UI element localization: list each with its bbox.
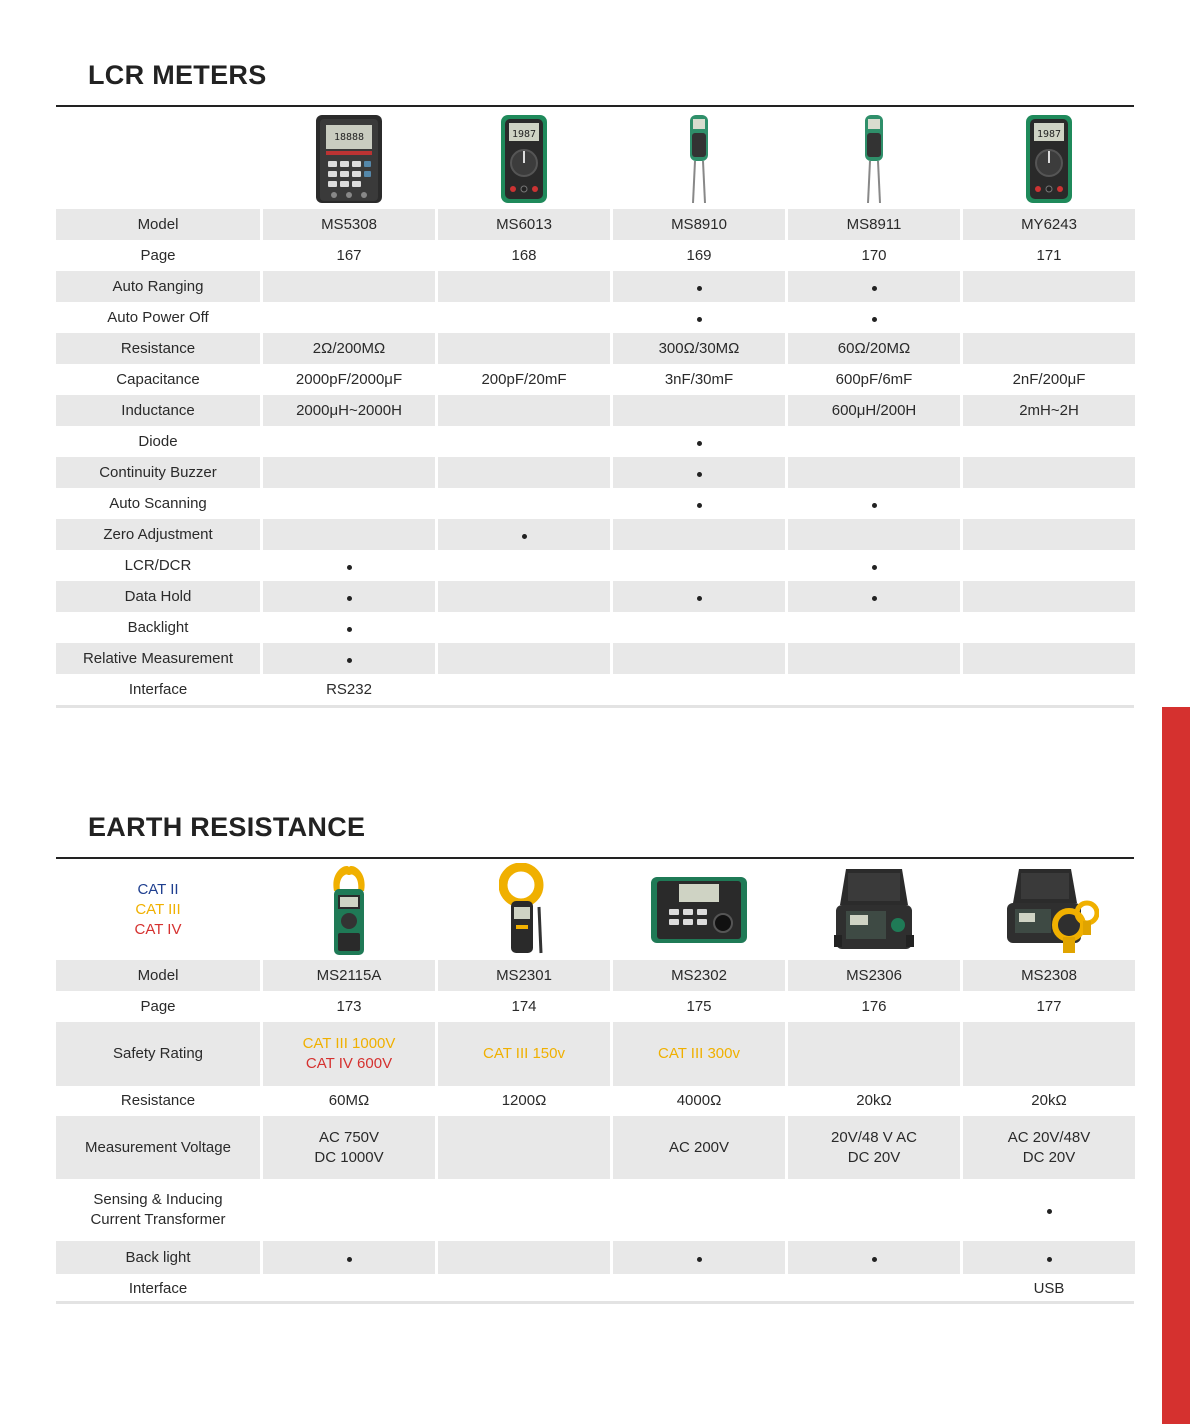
lcr-interface-cell: [963, 674, 1135, 705]
cell-line: CAT IV 600V: [305, 1055, 393, 1072]
lcr-capacitance-cell: 200pF/20mF: [481, 370, 567, 388]
chapter-side-tab: [1162, 707, 1190, 1424]
earth-sensing-cell: [263, 1179, 435, 1241]
legend-cat-ii: CAT II: [137, 881, 179, 898]
lcr-row-backlight: [56, 612, 1135, 643]
earth-interface-cell: [613, 1274, 785, 1303]
cell-line: AC 200V: [668, 1138, 730, 1156]
lcr-zero-adjustment-cell: [788, 519, 960, 550]
lcr-auto-ranging-cell: [613, 271, 785, 302]
earth-top-rule: [56, 857, 1134, 859]
earth-row-resistance: [56, 1086, 1135, 1116]
product-image: [963, 109, 1135, 209]
product-image: [963, 860, 1135, 960]
row-label: Zero Adjustment: [56, 519, 260, 550]
row-label: Inductance: [56, 395, 260, 426]
earth-sensing-cell: [963, 1179, 1135, 1241]
earth-resistance-cell: 1200Ω: [501, 1092, 547, 1109]
feature-dot: [697, 441, 702, 446]
row-label: Data Hold: [56, 581, 260, 612]
lcr-data-hold-cell: [438, 581, 610, 612]
lcr-relative-measurement-cell: [963, 643, 1135, 674]
lcr-data-hold-cell: [613, 581, 785, 612]
lcr-capacitance-cell: 3nF/30mF: [664, 370, 734, 388]
lcr-resistance-cell: [963, 333, 1135, 364]
feature-dot: [347, 596, 352, 601]
row-label: Auto Power Off: [107, 308, 209, 326]
lcr-auto-power-off-cell: [788, 302, 960, 333]
lcr-data-hold-cell: [788, 581, 960, 612]
earth-interface-cell: USB: [1033, 1279, 1065, 1297]
lcr-auto-power-off-cell: [438, 302, 610, 333]
earth-page-cell: 174: [511, 997, 537, 1015]
earth-row-model: [56, 960, 1135, 991]
lcr-diode-cell: [263, 426, 435, 457]
lcr-lcr-dcr-cell: [788, 550, 960, 581]
earth-safety-rating-cell: [613, 1022, 785, 1086]
earth-page-cell: 177: [1036, 997, 1062, 1015]
lcr-page-cell: 169: [686, 246, 712, 264]
earth-interface-cell: [438, 1274, 610, 1303]
earth-resistance-tester-icon: [613, 873, 785, 947]
earth-sensing-cell: [788, 1179, 960, 1241]
lcr-page-cell: 170: [861, 246, 887, 264]
row-label: Auto Scanning: [109, 494, 207, 512]
row-label: Safety Rating: [56, 1022, 260, 1086]
lcr-data-hold-cell: [963, 581, 1135, 612]
svg-text:1987: 1987: [1036, 129, 1062, 140]
feature-dot: [347, 565, 352, 570]
lcr-auto-ranging-cell: [788, 271, 960, 302]
row-label: Measurement Voltage: [56, 1116, 260, 1179]
lcr-spec-table: [53, 109, 1138, 705]
earth-back-light-cell: [963, 1241, 1135, 1274]
earth-interface-cell: [263, 1274, 435, 1303]
feature-dot: [697, 503, 702, 508]
feature-dot: [1047, 1209, 1052, 1214]
lcr-auto-power-off-cell: [963, 302, 1135, 333]
product-image: [788, 860, 960, 960]
earth-section-title: EARTH RESISTANCE: [88, 812, 366, 842]
lcr-page-cell: 171: [1036, 246, 1062, 264]
lcr-relative-measurement-cell: [263, 643, 435, 674]
feature-dot: [697, 317, 702, 322]
lcr-interface-cell: [788, 674, 960, 705]
row-label: Model: [56, 960, 260, 991]
product-image: [613, 109, 785, 209]
smd-tweezer-meter-icon: [788, 113, 960, 205]
cell-line: AC 750V: [318, 1128, 380, 1146]
row-label: Capacitance: [116, 370, 200, 388]
product-image: [263, 860, 435, 960]
product-image: [263, 109, 435, 209]
earth-back-light-cell: [613, 1241, 785, 1274]
lcr-zero-adjustment-cell: [263, 519, 435, 550]
lcr-inductance-cell: [438, 395, 610, 426]
handheld-green-meter-icon: [963, 113, 1135, 205]
feature-dot: [347, 1257, 352, 1262]
lcr-page-cell: 168: [511, 246, 537, 264]
feature-dot: [697, 472, 702, 477]
lcr-model-cell: MS8910: [613, 209, 785, 240]
earth-row-page: [56, 991, 1135, 1022]
lcr-section-title: LCR METERS: [88, 60, 267, 90]
blank-cell: [56, 109, 260, 209]
row-label: [56, 1179, 260, 1241]
lcr-capacitance-cell: 2000pF/2000μF: [295, 370, 403, 388]
lcr-row-data-hold: [56, 581, 1135, 612]
earth-back-light-cell: [263, 1241, 435, 1274]
lcr-auto-scanning-cell: [263, 488, 435, 519]
row-label: Relative Measurement: [56, 643, 260, 674]
product-image: [613, 860, 785, 960]
lcr-auto-scanning-cell: [788, 488, 960, 519]
lcr-backlight-cell: [788, 612, 960, 643]
lcr-capacitance-cell: 600pF/6mF: [835, 370, 913, 388]
feature-dot: [872, 1257, 877, 1262]
cell-line: DC 1000V: [314, 1148, 384, 1166]
lcr-model-cell: MY6243: [963, 209, 1135, 240]
lcr-capacitance-cell: 2nF/200μF: [1012, 370, 1086, 388]
lcr-interface-cell: [613, 674, 785, 705]
lcr-auto-ranging-cell: [263, 271, 435, 302]
cell-line: AC 20V/48V: [1007, 1128, 1091, 1146]
lcr-continuity-buzzer-cell: [613, 457, 785, 488]
feature-dot: [522, 534, 527, 539]
earth-model-cell: MS2301: [438, 960, 610, 991]
cell-line: CAT III 1000V: [302, 1035, 396, 1052]
handheld-green-meter-icon: [438, 113, 610, 205]
feature-dot: [872, 596, 877, 601]
legend-cat-iii: CAT III: [135, 901, 181, 918]
lcr-top-rule: [56, 105, 1134, 107]
feature-dot: [697, 596, 702, 601]
cell-line: 20V/48 V AC: [831, 1128, 917, 1146]
lcr-model-cell: MS8911: [788, 209, 960, 240]
lcr-lcr-dcr-cell: [438, 550, 610, 581]
feature-dot: [872, 286, 877, 291]
lcr-row-zero-adjustment: [56, 519, 1135, 550]
smd-tweezer-meter-icon: [613, 113, 785, 205]
earth-row-back-light: [56, 1241, 1135, 1274]
feature-dot: [872, 503, 877, 508]
lcr-image-row: [56, 109, 1135, 209]
cat-legend: [56, 860, 260, 960]
lcr-inductance-cell: 2mH~2H: [963, 395, 1135, 426]
earth-model-cell: MS2302: [613, 960, 785, 991]
feature-dot: [347, 627, 352, 632]
lcr-resistance-cell: 2Ω/200MΩ: [263, 333, 435, 364]
lcr-inductance-cell: [613, 395, 785, 426]
row-label: Back light: [56, 1241, 260, 1274]
lcr-model-cell: MS5308: [263, 209, 435, 240]
feature-dot: [347, 658, 352, 663]
earth-resistance-cell: 4000Ω: [676, 1092, 722, 1109]
earth-resistance-cell: 60MΩ: [328, 1092, 370, 1109]
lcr-row-capacitance: [56, 364, 1135, 395]
lcr-continuity-buzzer-cell: [963, 457, 1135, 488]
lcr-lcr-dcr-cell: [263, 550, 435, 581]
lcr-row-page: [56, 240, 1135, 271]
legend-cat-iv: CAT IV: [134, 921, 182, 938]
earth-row-interface: [56, 1274, 1135, 1303]
earth-interface-cell: [788, 1274, 960, 1303]
cell-line: DC 20V: [847, 1148, 901, 1166]
lcr-relative-measurement-cell: [613, 643, 785, 674]
earth-page-cell: 173: [336, 997, 362, 1015]
product-image: [788, 109, 960, 209]
lcr-auto-power-off-cell: [263, 302, 435, 333]
earth-page-cell: 175: [686, 997, 712, 1015]
row-label: LCR/DCR: [124, 556, 192, 574]
lcr-row-auto-ranging: [56, 271, 1135, 302]
row-label-line: Current Transformer: [90, 1211, 226, 1228]
earth-row-safety-rating: [56, 1022, 1135, 1086]
row-label: Model: [56, 209, 260, 240]
feature-dot: [697, 286, 702, 291]
bench-lcr-meter-icon: [263, 113, 435, 205]
cased-earth-tester-clamps-icon: [963, 865, 1135, 955]
feature-dot: [1047, 1257, 1052, 1262]
earth-measurement-voltage-cell: [963, 1116, 1135, 1179]
lcr-continuity-buzzer-cell: [788, 457, 960, 488]
earth-safety-rating-cell: [788, 1022, 960, 1086]
earth-resistance-cell: 20kΩ: [856, 1092, 892, 1109]
lcr-row-resistance: [56, 333, 1135, 364]
lcr-auto-power-off-cell: [613, 302, 785, 333]
row-label: Interface: [128, 680, 188, 698]
row-label: Interface: [128, 1279, 188, 1297]
earth-back-light-cell: [788, 1241, 960, 1274]
lcr-row-inductance: [56, 395, 1135, 426]
earth-bottom-rule: [56, 1301, 1134, 1304]
lcr-resistance-cell: 300Ω/30MΩ: [613, 333, 785, 364]
earth-measurement-voltage-cell: [263, 1116, 435, 1179]
lcr-row-continuity-buzzer: [56, 457, 1135, 488]
lcr-diode-cell: [788, 426, 960, 457]
lcr-continuity-buzzer-cell: [263, 457, 435, 488]
lcr-backlight-cell: [963, 612, 1135, 643]
cased-earth-tester-icon: [788, 865, 960, 955]
lcr-zero-adjustment-cell: [613, 519, 785, 550]
lcr-row-lcr-dcr: [56, 550, 1135, 581]
row-label-line: Sensing & Inducing: [93, 1191, 223, 1208]
lcr-diode-cell: [613, 426, 785, 457]
lcr-inductance-cell: 2000μH~2000H: [263, 395, 435, 426]
feature-dot: [872, 565, 877, 570]
lcr-row-auto-scanning: [56, 488, 1135, 519]
row-label: Resistance: [120, 1092, 196, 1109]
clamp-meter-icon: [263, 863, 435, 957]
svg-text:1987: 1987: [511, 129, 537, 140]
lcr-backlight-cell: [613, 612, 785, 643]
lcr-row-relative-measurement: [56, 643, 1135, 674]
earth-model-cell: MS2308: [963, 960, 1135, 991]
lcr-relative-measurement-cell: [438, 643, 610, 674]
row-label: Auto Ranging: [56, 271, 260, 302]
lcr-zero-adjustment-cell: [438, 519, 610, 550]
earth-clamp-tester-icon: [438, 863, 610, 957]
lcr-row-diode: [56, 426, 1135, 457]
earth-row-measurement-voltage: [56, 1116, 1135, 1179]
earth-sensing-cell: [613, 1179, 785, 1241]
cell-line: DC 20V: [1022, 1148, 1076, 1166]
lcr-lcr-dcr-cell: [613, 550, 785, 581]
lcr-model-cell: MS6013: [438, 209, 610, 240]
earth-model-cell: MS2115A: [263, 960, 435, 991]
earth-model-cell: MS2306: [788, 960, 960, 991]
row-label: Diode: [138, 432, 178, 450]
lcr-bottom-rule: [56, 705, 1134, 708]
lcr-row-interface: [56, 674, 1135, 705]
earth-spec-table: [53, 860, 1138, 1303]
lcr-interface-cell: RS232: [326, 680, 372, 698]
lcr-auto-scanning-cell: [438, 488, 610, 519]
cell-line: CAT III 300v: [658, 1045, 740, 1062]
lcr-relative-measurement-cell: [788, 643, 960, 674]
earth-image-row: [56, 860, 1135, 960]
lcr-auto-ranging-cell: [963, 271, 1135, 302]
lcr-diode-cell: [438, 426, 610, 457]
lcr-row-auto-power-off: [56, 302, 1135, 333]
row-label: Continuity Buzzer: [56, 457, 260, 488]
product-image: [438, 109, 610, 209]
row-label: Page: [140, 997, 176, 1015]
earth-sensing-cell: [438, 1179, 610, 1241]
earth-resistance-cell: 20kΩ: [1031, 1092, 1067, 1109]
lcr-continuity-buzzer-cell: [438, 457, 610, 488]
earth-safety-rating-cell: [438, 1022, 610, 1086]
earth-safety-rating-cell: [263, 1022, 435, 1086]
lcr-interface-cell: [438, 674, 610, 705]
row-label: Page: [140, 246, 176, 264]
lcr-data-hold-cell: [263, 581, 435, 612]
svg-text:18888: 18888: [333, 132, 365, 143]
earth-page-cell: 176: [861, 997, 887, 1015]
lcr-backlight-cell: [438, 612, 610, 643]
cell-line: CAT III 150v: [483, 1045, 565, 1062]
feature-dot: [697, 1257, 702, 1262]
lcr-diode-cell: [963, 426, 1135, 457]
feature-dot: [872, 317, 877, 322]
lcr-row-model: [56, 209, 1135, 240]
earth-row-sensing: [56, 1179, 1135, 1241]
lcr-lcr-dcr-cell: [963, 550, 1135, 581]
lcr-resistance-cell: [438, 333, 610, 364]
product-image: [438, 860, 610, 960]
earth-safety-rating-cell: [963, 1022, 1135, 1086]
lcr-backlight-cell: [263, 612, 435, 643]
lcr-resistance-cell: 60Ω/20MΩ: [788, 333, 960, 364]
earth-measurement-voltage-cell: [438, 1116, 610, 1179]
earth-measurement-voltage-cell: [613, 1116, 785, 1179]
lcr-inductance-cell: 600μH/200H: [788, 395, 960, 426]
lcr-auto-scanning-cell: [613, 488, 785, 519]
earth-measurement-voltage-cell: [788, 1116, 960, 1179]
lcr-zero-adjustment-cell: [963, 519, 1135, 550]
row-label: Backlight: [127, 618, 189, 636]
lcr-page-cell: 167: [336, 246, 362, 264]
lcr-auto-ranging-cell: [438, 271, 610, 302]
lcr-auto-scanning-cell: [963, 488, 1135, 519]
earth-back-light-cell: [438, 1241, 610, 1274]
row-label: Resistance: [56, 333, 260, 364]
